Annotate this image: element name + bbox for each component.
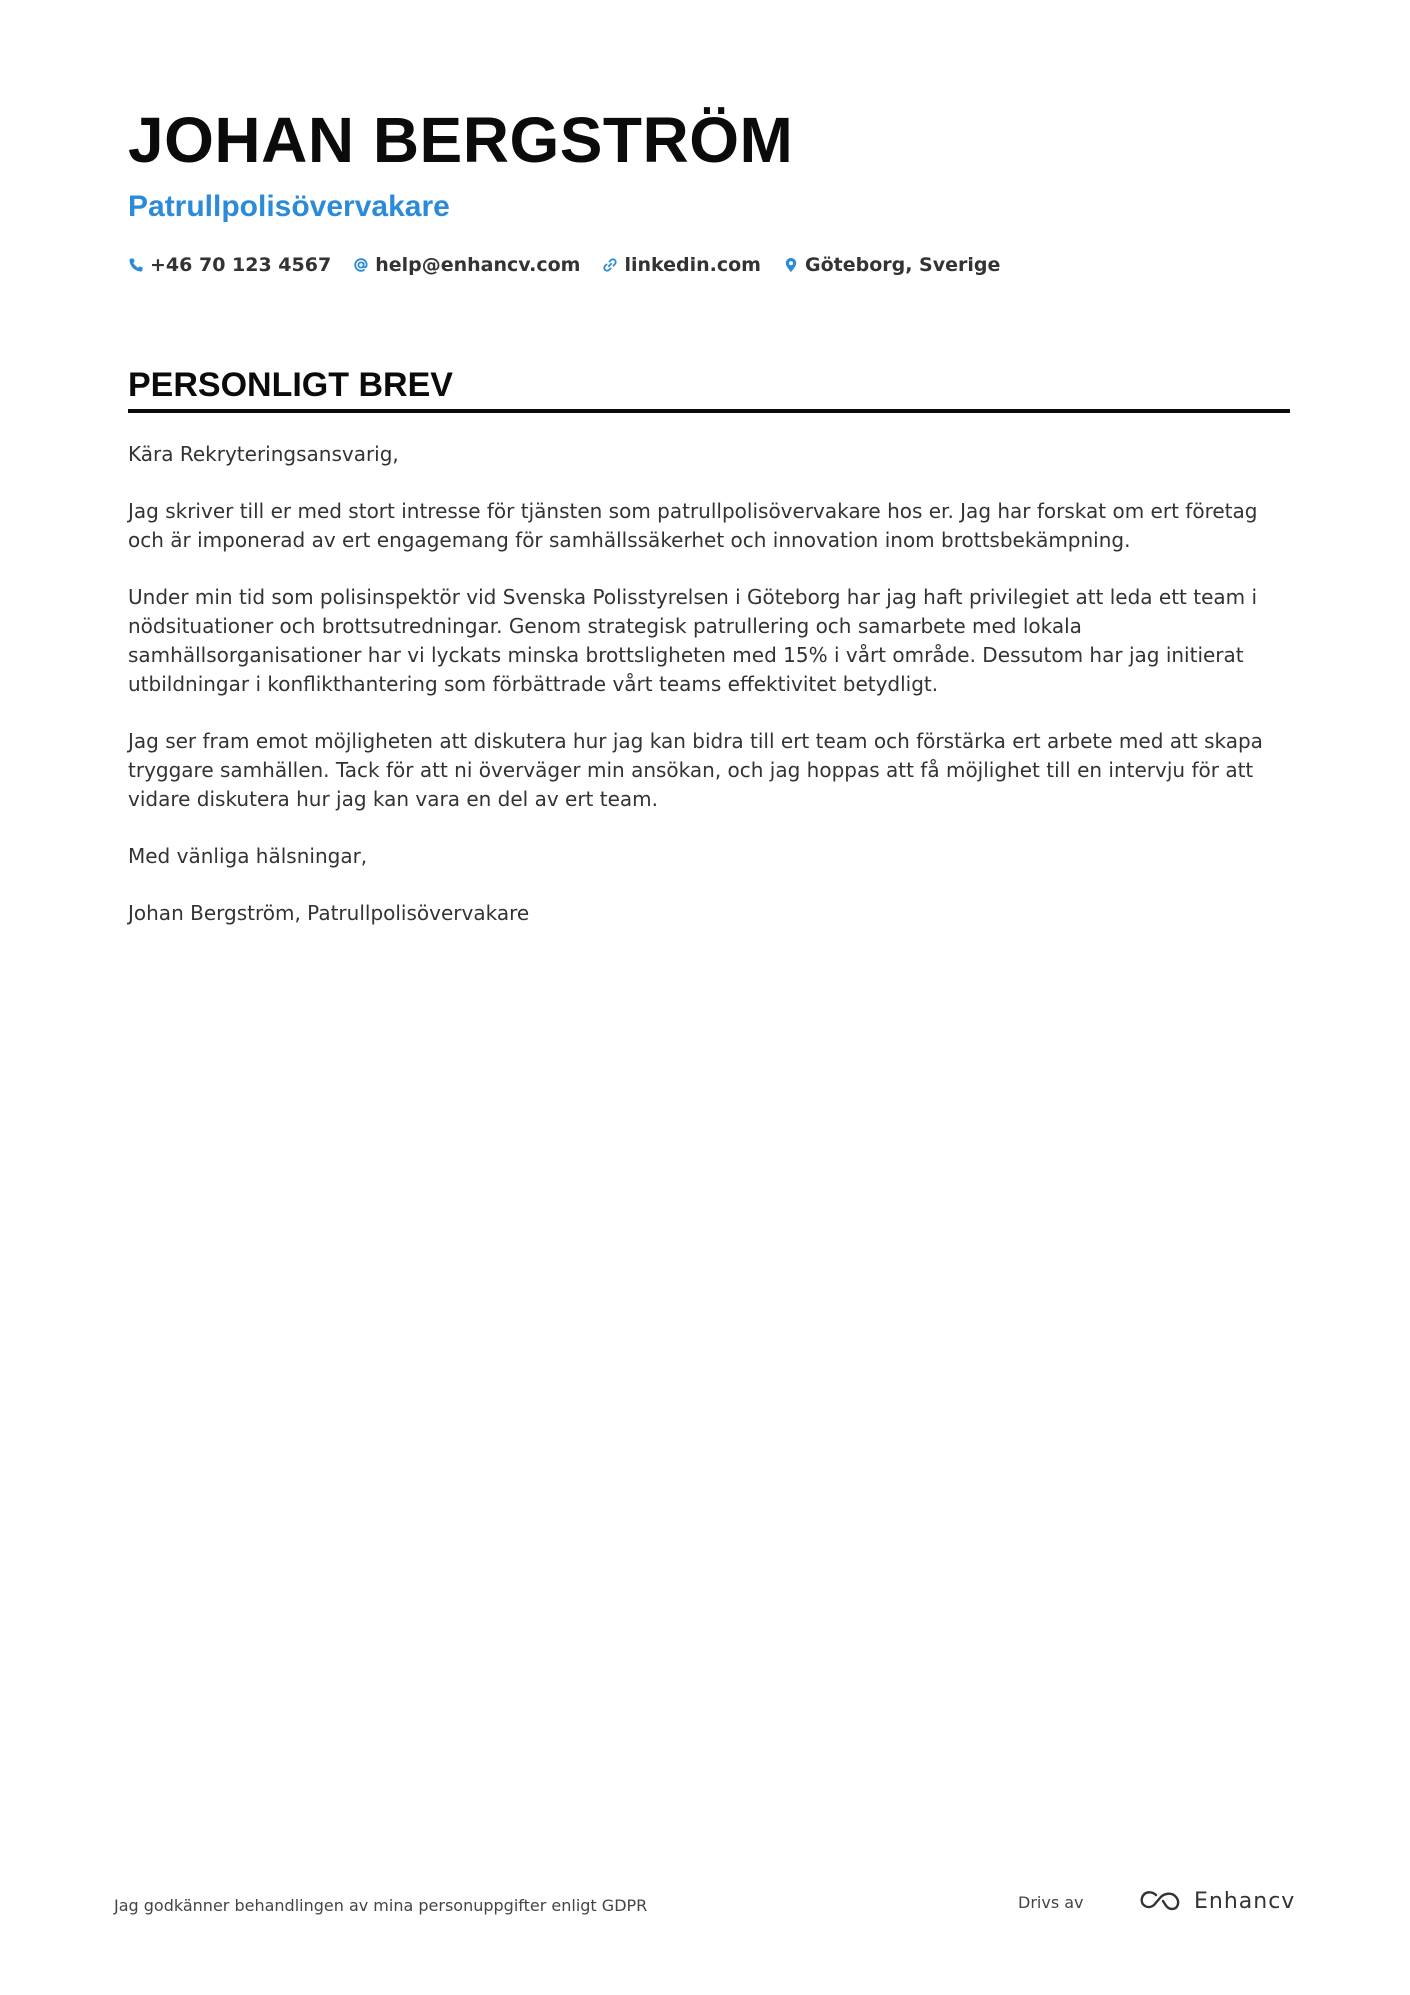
link-icon: [602, 257, 618, 273]
contact-location-text: Göteborg, Sverige: [804, 254, 1001, 276]
letter-paragraph: Under min tid som polisinspektör vid Svenska Polisstyrelsen i Göteborg har jag haft privilegiet att leda ett team i nödsituationer och brottsutredningar. Genom strategisk patrullering och samarbete med lokala samhällsorganisationer har vi lyckats minska brottsligheten med 15% i vårt område. Dessutom har jag initierat utbildningar i konflikthantering som förbättrade vårt teams effektivitet betydligt.: [128, 585, 1258, 696]
letter-paragraph: Jag ser fram emot möjligheten att diskutera hur jag kan bidra till ert team och förstärka ert arbete med att skapa tryggare samhällen. Tack för att ni överväger min ansökan, och jag hoppas att få möjlighet till en intervju för att vidare diskutera hur jag kan vara en del av ert team.: [128, 729, 1263, 811]
gdpr-consent: Jag godkänner behandlingen av mina personuppgifter enligt GDPR: [114, 1896, 648, 1915]
at-icon: [353, 257, 369, 273]
contact-bar: [128, 254, 1000, 276]
contact-phone[interactable]: [128, 254, 331, 276]
letter-paragraph: Jag skriver till er med stort intresse för tjänsten som patrullpolisövervakare hos er. Jag har forskat om ert företag och är imponerad av ert engagemang för samhällssäkerhet och innovation inom brottsbekämpning.: [128, 499, 1258, 552]
applicant-name: JOHAN BERGSTRÖM: [128, 104, 794, 176]
letter-signature: Johan Bergström, Patrullpolisövervakare: [128, 901, 530, 925]
powered-by-label: Drivs av: [1018, 1893, 1084, 1912]
contact-location: [783, 254, 1000, 276]
contact-email-text: help@enhancv.com: [375, 254, 581, 276]
phone-icon: [128, 257, 144, 273]
contact-linkedin[interactable]: [602, 254, 761, 276]
letter-greeting: Kära Rekryteringsansvarig,: [128, 442, 399, 466]
enhancv-logo-icon: [1138, 1888, 1184, 1914]
enhancv-wordmark: Enhancv: [1194, 1888, 1296, 1914]
contact-phone-text: +46 70 123 4567: [150, 254, 332, 276]
enhancv-brand[interactable]: [1138, 1888, 1295, 1914]
letter-body: [128, 440, 1288, 956]
section-title: PERSONLIGT BREV: [128, 366, 453, 404]
letter-closing: Med vänliga hälsningar,: [128, 844, 368, 868]
location-pin-icon: [783, 257, 799, 273]
contact-linkedin-text: linkedin.com: [624, 254, 761, 276]
section-divider: [128, 409, 1290, 413]
contact-email[interactable]: [353, 254, 580, 276]
applicant-title: Patrullpolisövervakare: [128, 190, 450, 223]
